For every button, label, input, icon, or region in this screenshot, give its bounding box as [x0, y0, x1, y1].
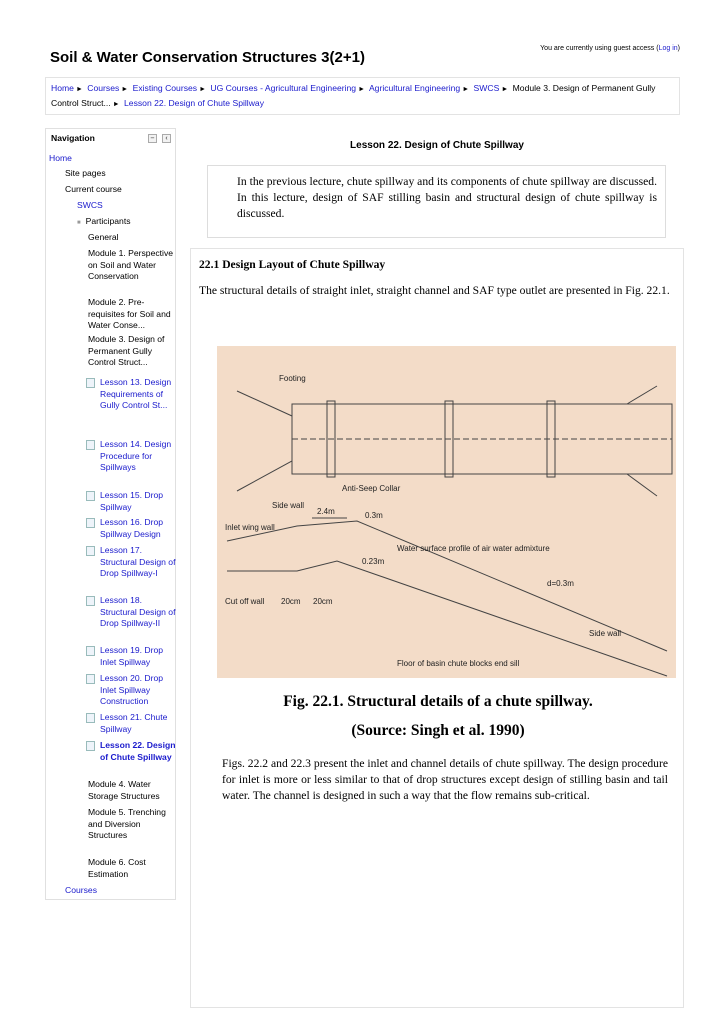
lesson-label: Lesson 16. Drop Spillway Design	[100, 517, 164, 539]
collapse-icon[interactable]: –	[148, 134, 157, 143]
nav-general[interactable]: General	[88, 232, 119, 242]
section-text: The structural details of straight inlet, straight channel and SAF type outlet are presented in Fig. 22.1.	[199, 284, 670, 297]
nav-participants[interactable]	[77, 216, 131, 230]
page-icon	[86, 491, 95, 501]
nav-lesson-13[interactable]	[100, 377, 176, 412]
nav-lesson-18[interactable]	[100, 595, 176, 630]
crumb-ug-courses[interactable]: UG Courses - Agricultural Engineering	[210, 83, 357, 93]
breadcrumb: Home ► Courses ► Existing Courses ► UG Courses - Agricultural Engineering ► Agricultural Engineering ► SWCS ► Module 3. Design of Permanent Gully Control Struct... ► Lesson 22. Design of Chute Spillway	[45, 77, 680, 115]
section-heading: 22.1 Design Layout of Chute Spillway	[199, 258, 386, 271]
fig-label-2-4m: 2.4m	[317, 507, 335, 516]
page-icon	[86, 546, 95, 556]
nav-site-pages[interactable]: Site pages	[65, 168, 106, 178]
fig-label-side-wall: Side wall	[272, 501, 305, 510]
login-text: You are currently using guest access (	[540, 45, 659, 52]
nav-lesson-20[interactable]	[100, 673, 176, 708]
crumb-module3: Module 3. Design of Permanent Gully Control Struct...	[51, 83, 656, 108]
fig-label-depth: d=0.3m	[547, 579, 574, 588]
fig-label-wing-wall: Inlet wing wall	[225, 523, 275, 532]
course-title: Soil & Water Conservation Structures 3(2+1)	[50, 49, 365, 66]
nav-home[interactable]: Home	[49, 153, 72, 163]
lesson-label: Lesson 20. Drop Inlet Spillway Construction	[100, 673, 164, 707]
lesson-label: Lesson 19. Drop Inlet Spillway	[100, 645, 164, 667]
fig-label-cutoff: Cut off wall	[225, 597, 265, 606]
lesson-label: Lesson 15. Drop Spillway	[100, 490, 164, 512]
bullet-icon: ■	[77, 220, 81, 226]
fig-label-profile: Water surface profile of air water admixture	[397, 544, 550, 553]
crumb-agri-eng[interactable]: Agricultural Engineering	[368, 83, 461, 93]
nav-lesson-19[interactable]	[100, 645, 176, 668]
fig-label-0-23m: 0.23m	[362, 557, 385, 566]
nav-lesson-15[interactable]	[100, 490, 176, 513]
login-link[interactable]: Log in	[658, 45, 678, 52]
figure-caption: Fig. 22.1. Structural details of a chute spillway.	[283, 693, 593, 710]
nav-module-4[interactable]: Module 4. Water Storage Structures	[88, 779, 160, 801]
nav-lesson-14[interactable]	[100, 439, 176, 474]
page-icon	[86, 713, 95, 723]
nav-courses[interactable]: Courses	[65, 885, 97, 895]
page-icon	[86, 440, 95, 450]
page-icon	[86, 518, 95, 528]
fig-label-footing: Footing	[279, 374, 306, 383]
nav-module-5[interactable]: Module 5. Trenching and Diversion Structures	[88, 807, 166, 841]
nav-current-course[interactable]: Current course	[65, 184, 122, 194]
fig-label-collar: Anti-Seep Collar	[342, 484, 401, 493]
fig-label-0-3m: 0.3m	[365, 511, 383, 520]
lesson-label: Lesson 21. Chute Spillway	[100, 712, 168, 734]
intro-box: In the previous lecture, chute spillway and its components of chute spillway are discussed. In this lecture, design of SAF stilling basin and structural design of chute spillway is discussed.	[207, 165, 666, 238]
fig-label-20cm-a: 20cm	[281, 597, 301, 606]
nav-module-6[interactable]: Module 6. Cost Estimation	[88, 857, 146, 879]
page-icon	[86, 596, 95, 606]
nav-module-2[interactable]: Module 2. Pre-requisites for Soil and Water Conse...	[88, 297, 171, 331]
page-icon	[86, 378, 95, 388]
nav-module-1[interactable]: Module 1. Perspective on Soil and Water Conservation	[88, 248, 174, 282]
figure-drawing	[217, 346, 676, 678]
participants-label: Participants	[85, 216, 131, 226]
nav-lesson-16[interactable]	[100, 517, 176, 540]
nav-lesson-17[interactable]	[100, 545, 176, 580]
login-close: )	[677, 45, 680, 52]
figure-source: (Source: Singh et al. 1990)	[351, 722, 525, 739]
lesson-label: Lesson 17. Structural Design of Drop Spillway-I	[100, 545, 176, 579]
crumb-lesson22[interactable]: Lesson 22. Design of Chute Spillway	[124, 97, 264, 108]
lesson-label: Lesson 18. Structural Design of Drop Spillway-II	[100, 595, 176, 629]
nav-lesson-22[interactable]	[100, 740, 176, 763]
lesson-label: Lesson 14. Design Procedure for Spillways	[100, 439, 172, 473]
nav-module-3[interactable]: Module 3. Design of Permanent Gully Control Struct...	[88, 334, 165, 368]
crumb-swcs[interactable]: SWCS	[473, 83, 500, 93]
crumb-home[interactable]: Home	[51, 83, 74, 93]
nav-title: Navigation	[51, 133, 95, 143]
nav-swcs[interactable]: SWCS	[77, 200, 103, 210]
crumb-existing-courses[interactable]: Existing Courses	[132, 83, 198, 93]
nav-lesson-21[interactable]	[100, 712, 176, 735]
dock-icon[interactable]: ‹	[162, 134, 171, 143]
lesson-label: Lesson 13. Design Requirements of Gully Control St...	[100, 377, 172, 411]
fig-label-basin: Floor of basin chute blocks end sill	[397, 659, 520, 668]
guest-access-notice	[540, 45, 680, 52]
crumb-courses[interactable]: Courses	[87, 83, 120, 93]
lesson-label: Lesson 22. Design of Chute Spillway	[100, 740, 176, 762]
fig-label-20cm-b: 20cm	[313, 597, 333, 606]
page-icon	[86, 674, 95, 684]
content-box	[190, 248, 684, 1008]
navigation-block	[45, 128, 176, 900]
page-icon	[86, 741, 95, 751]
lesson-title: Lesson 22. Design of Chute Spillway	[350, 140, 524, 151]
chute-spillway-figure	[217, 346, 676, 678]
fig-label-side-wall-2: Side wall	[589, 629, 622, 638]
body-paragraph: Figs. 22.2 and 22.3 present the inlet and channel details of chute spillway. The design procedure for inlet is more or less similar to that of drop structures except design of stilling basin and tail water. The channel is designed in such a way that the flow remains sub-critical.	[222, 757, 668, 802]
page-icon	[86, 646, 95, 656]
